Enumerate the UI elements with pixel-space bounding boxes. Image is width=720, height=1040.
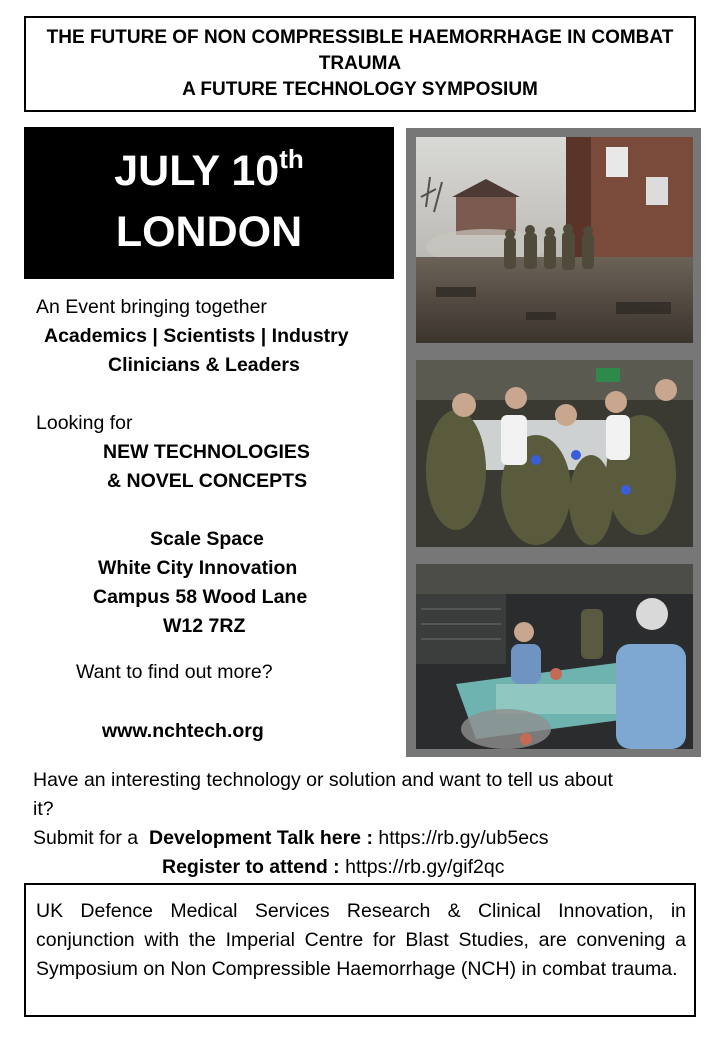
venue-line-3: Campus 58 Wood Lane: [93, 586, 308, 608]
venue-line-2: White City Innovation: [98, 557, 298, 579]
footer-description: UK Defence Medical Services Research & Clinical Innovation, in conjunction with the Imperial Centre for Blast Studies, are convening a Symposium on Non Compressible Haemorrhage (NCH) in combat trauma.: [36, 900, 686, 980]
field-surgery-photo: [416, 564, 693, 749]
looking-line-2: & NOVEL CONCEPTS: [107, 470, 308, 492]
soldiers-street-photo: [416, 137, 693, 343]
register-line: [162, 853, 504, 882]
event-city: LONDON: [115, 208, 303, 256]
photo-column: [406, 128, 701, 757]
development-talk-label: Development Talk here :: [148, 827, 373, 849]
submit-talk-line: [33, 824, 549, 853]
footer-description-box: [24, 883, 696, 1017]
register-label: Register to attend :: [162, 856, 340, 878]
event-date-text: JULY 10: [114, 147, 280, 195]
submit-question-line-2: it?: [33, 798, 54, 820]
more-question: Want to find out more?: [76, 661, 273, 683]
field-hospital-treatment-photo: [416, 360, 693, 547]
submit-prefix: Submit for a: [33, 827, 139, 849]
header-title-line-2: TRAUMA: [318, 53, 402, 74]
date-location-block: [24, 127, 394, 279]
website-link[interactable]: www.nchtech.org: [102, 720, 264, 742]
register-link[interactable]: https://rb.gy/gif2qc: [345, 856, 505, 878]
intro-audience-line-2: Clinicians & Leaders: [108, 354, 300, 376]
header-title-line-1: THE FUTURE OF NON COMPRESSIBLE HAEMORRHAGE IN COMBAT: [46, 27, 674, 48]
submit-question-line-1: Have an interesting technology or solution and want to tell us about: [33, 769, 613, 791]
event-date-suffix: th: [279, 144, 304, 174]
venue-line-1: Scale Space: [150, 528, 264, 550]
looking-lead: Looking for: [36, 412, 133, 434]
intro-audience-line-1: Academics | Scientists | Industry: [44, 325, 349, 347]
header-subtitle: A FUTURE TECHNOLOGY SYMPOSIUM: [182, 79, 538, 100]
header-title-box: [24, 16, 696, 112]
development-talk-link[interactable]: https://rb.gy/ub5ecs: [378, 827, 549, 849]
venue-line-4: W12 7RZ: [163, 615, 246, 637]
event-date: [24, 141, 394, 201]
intro-lead: An Event bringing together: [36, 296, 267, 318]
looking-line-1: NEW TECHNOLOGIES: [103, 441, 310, 463]
